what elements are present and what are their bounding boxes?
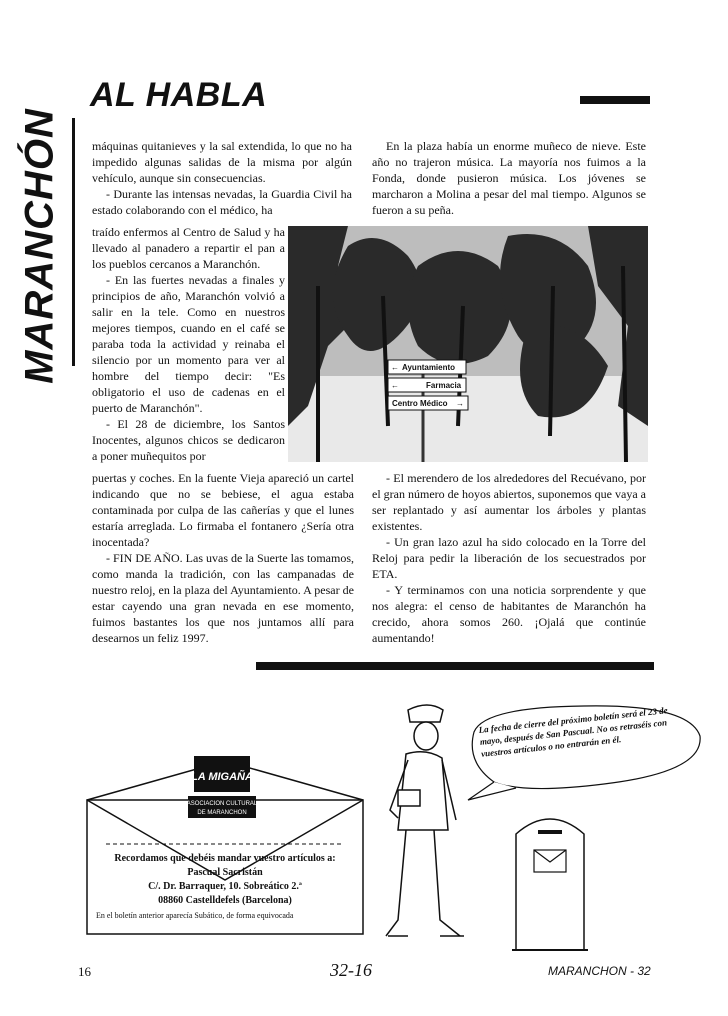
column-left-top bbox=[92, 138, 352, 218]
sign-farmacia: Farmacia bbox=[426, 381, 462, 390]
photo-svg bbox=[288, 226, 648, 462]
address-line: Pascual Sacristán bbox=[187, 867, 263, 878]
logo-svg bbox=[182, 752, 262, 822]
envelope-note: En el boletín anterior aparecía Subático, de forma equivocada bbox=[96, 911, 294, 920]
snow-plaza-photo bbox=[288, 226, 648, 462]
svg-text:←: ← bbox=[391, 363, 399, 372]
envelope-address bbox=[96, 852, 354, 908]
paragraph: En la plaza había un enorme muñeco de nieve. Este año no trajeron música. La mayoría nos fuimos a la Fonda, donde pusieron música. Los jóvenes se marcharon a Molina a pesar del mal tiempo. Algunos se fueron a su peña. bbox=[372, 139, 646, 217]
column-right-top bbox=[372, 138, 646, 218]
page-number: 16 bbox=[78, 964, 91, 979]
title-rule bbox=[580, 96, 650, 104]
paragraph: máquinas quitanieves y la sal extendida, lo que no ha impedido algunas salidas de la misma por algún vehículo, aunque sin consecuencias. bbox=[92, 139, 352, 185]
address-line: C/. Dr. Barraquer, 10. Sobreático 2.ª bbox=[148, 881, 302, 892]
side-rule bbox=[72, 118, 75, 366]
address-line: 08860 Castelldefels (Barcelona) bbox=[158, 895, 292, 906]
column-left-bottom bbox=[92, 470, 354, 646]
logo-subtitle-1: ASOCIACION CULTURAL bbox=[186, 801, 258, 807]
handwritten-page-ref: 32-16 bbox=[330, 960, 372, 980]
bubble-text: La fecha de cierre del próximo boletín será el 23 de mayo, después de San Pascual. No os retraséis con vuestros artículos o no entrarán en él. bbox=[478, 705, 669, 759]
paragraph: traído enfermos al Centro de Salud y ha llevado al panadero a repartir el pan a los pueblos cercanos a Maranchón. bbox=[92, 225, 285, 271]
paragraph: - El merendero de los alrededores del Recuévano, por el gran número de hoyos abiertos, suponemos que vaya a ser replantado y así aumentar los árboles y plantas existentes. bbox=[372, 471, 646, 533]
paragraph: - En las fuertes nevadas a finales y principios de año, Maranchón volvió a salir en la tele. Como en nuestros mejores tiempos, cuando en el café se paraba toda la actividad y reinaba el silencio por un momento para ver al hombre del tiempo decir: "Es obligatorio el uso de cadenas en el puerto de Maranchón". bbox=[92, 273, 285, 415]
postman-illustration bbox=[368, 700, 478, 950]
side-label bbox=[10, 108, 70, 384]
section-title: AL HABLA bbox=[90, 76, 268, 114]
side-label-text: MARANCHÓN bbox=[17, 108, 62, 384]
paragraph: - Durante las intensas nevadas, la Guardia Civil ha estado colaborando con el médico, ha bbox=[92, 187, 352, 217]
paragraph: - Un gran lazo azul ha sido colocado en la Torre del Reloj para pedir la liberación de los secuestrados por ETA. bbox=[372, 535, 646, 581]
migana-logo bbox=[182, 752, 262, 822]
svg-text:→: → bbox=[456, 399, 464, 408]
logo-subtitle-2: DE MARANCHON bbox=[197, 810, 247, 816]
paragraph: - Y terminamos con una noticia sorprendente y que nos alegra: el censo de habitantes de Maranchón ha crecido, ahora somos 260. ¡Ojalá que continúe aumentando! bbox=[372, 583, 646, 645]
column-left-narrow bbox=[92, 224, 285, 464]
sign-ayuntamiento: Ayuntamiento bbox=[402, 363, 456, 372]
mailbox-illustration bbox=[512, 804, 588, 952]
section-divider bbox=[256, 662, 654, 670]
column-right-bottom bbox=[372, 470, 646, 646]
publication-footer: MARANCHON - 32 bbox=[548, 964, 651, 978]
postman-svg bbox=[368, 700, 478, 950]
logo-title: LA MIGAÑA bbox=[191, 771, 253, 783]
sign-centro-medico: Centro Médico bbox=[392, 399, 448, 408]
mailbox-svg bbox=[512, 804, 588, 952]
paragraph: puertas y coches. En la fuente Vieja apareció un cartel indicando que no se bebiese, el agua estaba contaminada por culpa de las cañerías y que el lunes estaría arreglada. Lo firmaba el fontanero ¿Sería otra inocentada? bbox=[92, 471, 354, 549]
paragraph: - FIN DE AÑO. Las uvas de la Suerte las tomamos, como manda la tradición, con las campanadas de nuestro reloj, en la plaza del Ayuntamiento. A pesar de estar cayendo una gran nevada en ese momento, fuimos bastantes los que nos juntamos allí para desearnos un feliz 1997. bbox=[92, 551, 354, 645]
address-line: Recordamos que debéis mandar vuestro artículos a: bbox=[114, 853, 336, 864]
paragraph: - El 28 de diciembre, los Santos Inocentes, algunos chicos se dedicaron a poner muñequitos por bbox=[92, 417, 285, 463]
svg-text:←: ← bbox=[391, 381, 399, 390]
